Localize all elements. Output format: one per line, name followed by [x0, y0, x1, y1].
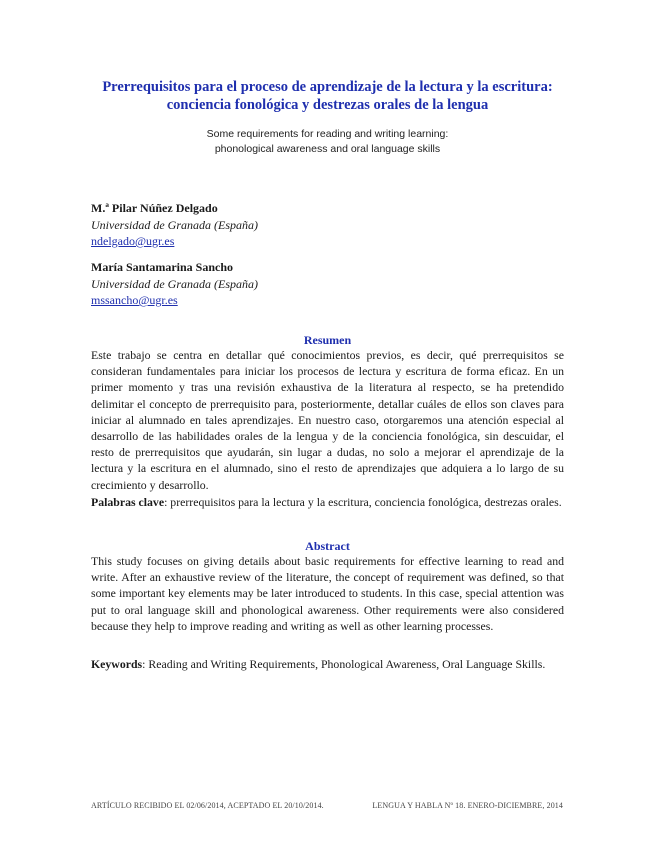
keywords-text: : Reading and Writing Requirements, Phonological Awareness, Oral Language Skills.: [142, 657, 546, 671]
author-name: María Santamarina Sancho: [91, 260, 234, 274]
english-subtitle: [60, 127, 595, 157]
footer-journal-info: LENGUA Y HABLA Nº 18. ENERO-DICIEMBRE, 2014: [372, 801, 563, 810]
subtitle-line-2: phonological awareness and oral language skills: [214, 143, 441, 155]
footer-received-date: ARTÍCULO RECIBIDO EL 02/06/2014, ACEPTADO EL 20/10/2014.: [91, 801, 324, 810]
author-affiliation: Universidad de Granada (España): [91, 217, 258, 232]
resumen-text: Este trabajo se centra en detallar qué conocimientos previos, es decir, qué prerrequisitos se consideran fundamentales para iniciar los procesos de lectura y escritura de forma eficaz. En un primer momento y tras una revisión exhaustiva de la literatura al respecto, se ha pretendido delimitar el concepto de prerrequisito para, posteriormente, detallar cuáles de ellos son claves para iniciar al alumnado en tales aprendizajes. En nuestro caso, otorgaremos una atención especial al desarrollo de las habilidades orales de la lengua y de la conciencia fonológica, sin descuidar, el resto de prerrequisitos que ayudarán, sin lugar a dudas, no solo a mejorar el aprendizaje de la lectura y la escritura en el alumnado, sino el resto de aprendizajes que adquiera a lo largo de su crecimiento y desarrollo.: [91, 348, 564, 492]
palabras-clave-label: Palabras clave: [91, 495, 165, 509]
palabras-clave-text: : prerrequisitos para la lectura y la escritura, conciencia fonológica, destrezas orales.: [164, 495, 562, 509]
abstract-text: This study focuses on giving details about basic requirements for effective learning to read and write. After an exhaustive review of the literature, the concept of requirement was defined, so that some important key elements may be later introduced to students. In this case, special attention was put to oral language skill and phonological awareness. Other requirements were also considered because they help to improve reading and writing as well as other learning processes.: [91, 554, 564, 633]
abstract-heading: Abstract: [305, 539, 350, 553]
title-line-1: Prerrequisitos para el proceso de aprendizaje de la lectura y la escritura:: [102, 79, 553, 95]
author-email-link[interactable]: mssancho@ugr.es: [91, 293, 178, 307]
subtitle-line-1: Some requirements for reading and writing learning:: [206, 128, 449, 140]
author-affiliation: Universidad de Granada (España): [91, 276, 258, 291]
keywords-label: Keywords: [91, 657, 143, 671]
author-name: M.ª Pilar Núñez Delgado: [91, 201, 218, 215]
resumen-heading: Resumen: [303, 333, 352, 347]
author-block-1: [91, 200, 258, 250]
article-title: [60, 78, 595, 114]
author-block-2: [91, 259, 258, 309]
title-line-2: conciencia fonológica y destrezas orales de la lengua: [166, 97, 489, 113]
palabras-clave: [91, 494, 564, 510]
author-email-link[interactable]: ndelgado@ugr.es: [91, 234, 175, 248]
keywords: [91, 656, 564, 672]
